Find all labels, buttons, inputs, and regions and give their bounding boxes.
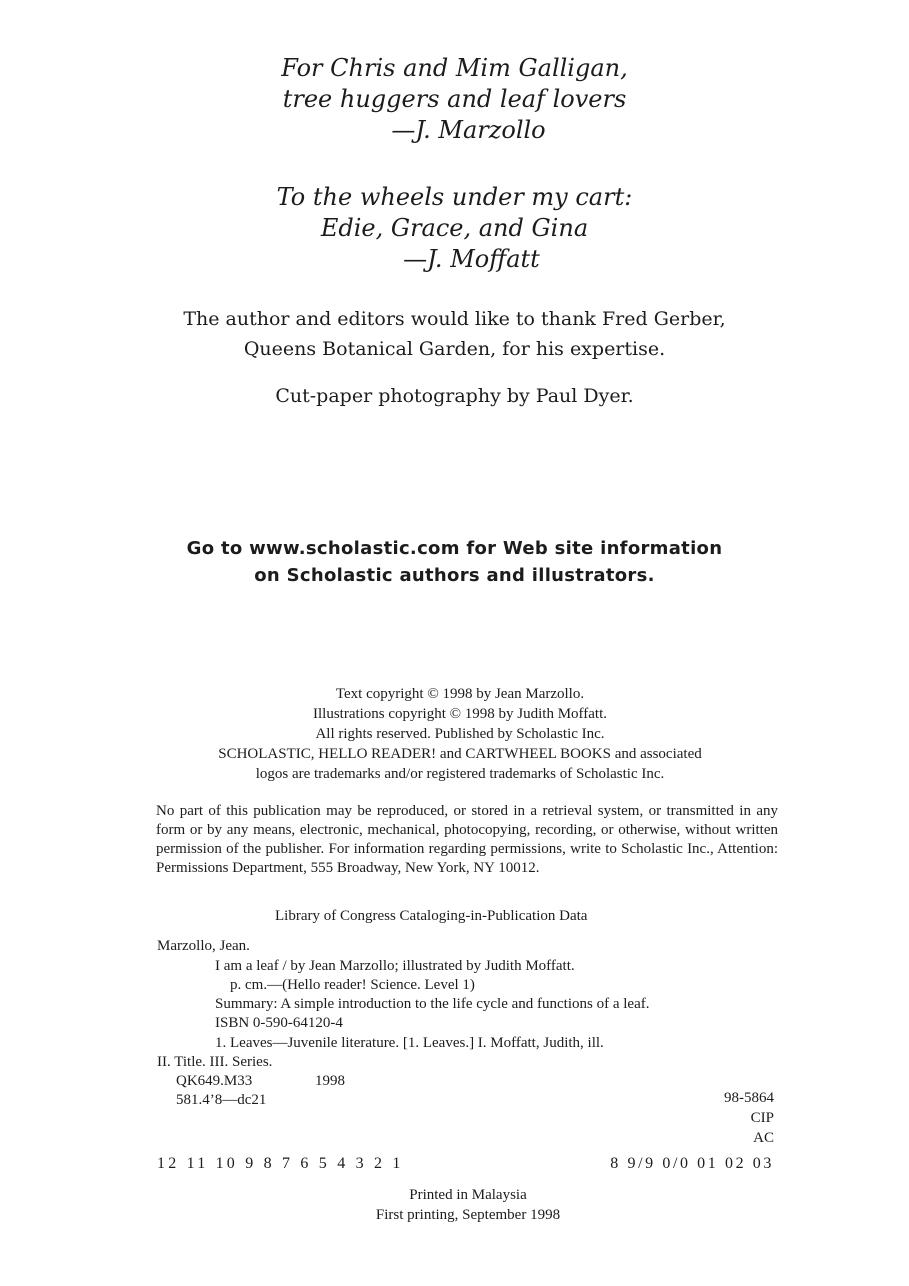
cip-physical: p. cm.—(Hello reader! Science. Level 1): [230, 977, 475, 993]
dedication-marzollo: [0, 53, 909, 146]
legal-notice: No part of this publication may be reproduced, or stored in a retrieval system, or transmitted in any form or by any means, electronic, mechanical, photocopying, recording, or otherwise, without written permission of the publisher. For information regarding permissions, write to Scholastic Inc., Attention: Permissions Department, 555 Broadway, New York, NY 10012.: [156, 803, 778, 876]
acknowledgments: [0, 304, 909, 364]
trademark-line: SCHOLASTIC, HELLO READER! and CARTWHEEL BOOKS and associated: [218, 746, 702, 762]
web-notice-line: on Scholastic authors and illustrators.: [254, 565, 655, 586]
dedication-line: Edie, Grace, and Gina: [320, 214, 589, 242]
dedication-line: To the wheels under my cart:: [276, 183, 633, 211]
cip-mark: CIP: [750, 1110, 774, 1126]
copyright-block: [0, 684, 909, 784]
cip-isbn: ISBN 0-590-64120-4: [215, 1015, 343, 1031]
first-printing: First printing, September 1998: [375, 1207, 561, 1223]
cip-author: Marzollo, Jean.: [157, 938, 250, 954]
cip-lccn: 98-5864: [724, 1090, 774, 1106]
web-notice: [0, 535, 909, 589]
acknowledgment-line: The author and editors would like to thank Fred Gerber,: [183, 308, 726, 330]
dedication-moffatt: [0, 182, 909, 275]
dedication-signature: —J. Marzollo: [391, 116, 546, 144]
copyright-line: Text copyright © 1998 by Jean Marzollo.: [335, 686, 585, 702]
photography-credit: Cut-paper photography by Paul Dyer.: [275, 385, 634, 407]
cip-lc-class: QK649.M33: [176, 1073, 253, 1089]
acknowledgment-line: Queens Botanical Garden, for his expertise.: [243, 338, 666, 360]
printed-in: Printed in Malaysia: [409, 1187, 527, 1203]
ac-mark: AC: [753, 1130, 774, 1146]
print-line-years: 8 9/9 0/0 01 02 03: [610, 1155, 774, 1172]
dedication-line: For Chris and Mim Galligan,: [281, 54, 628, 82]
cip-series: II. Title. III. Series.: [157, 1054, 273, 1070]
cip-summary: Summary: A simple introduction to the life cycle and functions of a leaf.: [215, 996, 650, 1012]
cip-subjects: 1. Leaves—Juvenile literature. [1. Leaves.] I. Moffatt, Judith, ill.: [215, 1035, 604, 1051]
copyright-line: Illustrations copyright © 1998 by Judith Moffatt.: [312, 706, 608, 722]
dedication-signature: —J. Moffatt: [403, 245, 540, 273]
trademark-line: logos are trademarks and/or registered trademarks of Scholastic Inc.: [255, 766, 665, 782]
web-notice-line: Go to www.scholastic.com for Web site information: [186, 538, 723, 559]
printing-info: [0, 1185, 909, 1225]
dedication-line: tree huggers and leaf lovers: [282, 85, 627, 113]
cip-title-line: I am a leaf / by Jean Marzollo; illustrated by Judith Moffatt.: [215, 958, 575, 974]
cip-heading: Library of Congress Cataloging-in-Publication Data: [275, 908, 588, 924]
copyright-line: All rights reserved. Published by Scholastic Inc.: [315, 726, 605, 742]
cip-lc-year: 1998: [315, 1073, 345, 1089]
print-line-numbers: 12 11 10 9 8 7 6 5 4 3 2 1: [157, 1155, 404, 1172]
cip-dewey: 581.4’8—dc21: [176, 1092, 267, 1108]
